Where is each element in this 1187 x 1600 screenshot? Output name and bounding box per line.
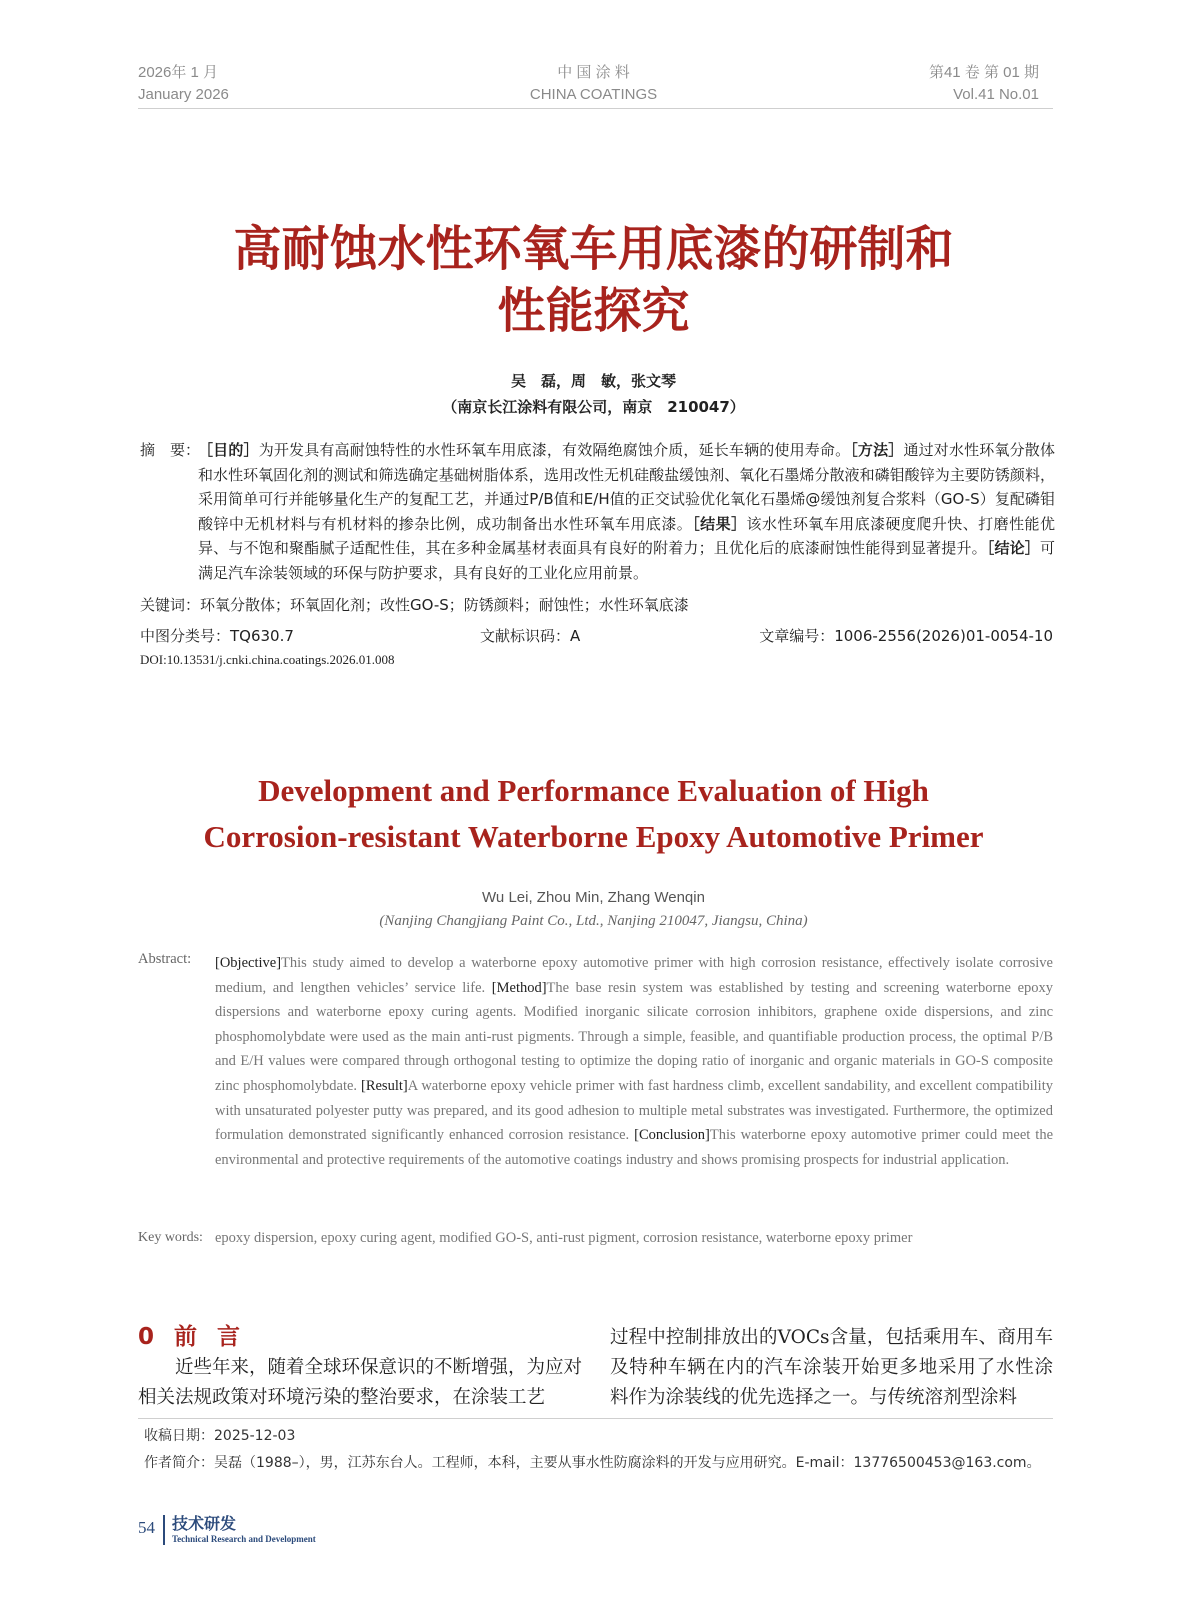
en-title [0,768,1187,860]
cn-affiliation: （南京长江涂料有限公司，南京 210047） [442,398,745,416]
doi: DOI:10.13531/j.cnki.china.coatings.2026.01.008 [140,652,395,667]
header-journal-cn: 中 国 涂 料 [557,64,630,81]
cn-abs-result-label: ［结果］ [692,514,747,533]
page-number: 54 [138,1518,155,1537]
cn-abs-method: 通过对水性环氧分散体和水性环氧固化剂的测试和筛选确定基础树脂体系，选用改性无机硅酸盐缓蚀剂、氧化石墨烯分散液和磷钼酸锌为主要防锈颜料，采用简单可行并能够量化生产的复配工艺，并通过P/B值和E/H值的正交试验优化氧化石墨烯@缓蚀剂复合浆料（GO-S）复配磷钼酸锌中无机材料与有机材料的掺杂比例，成功制备出水性环氧车用底漆。 [198,441,1055,533]
footnote-author-bio: 作者简介：吴磊（1988–），男，江苏东台人。工程师，本科，主要从事水性防腐涂料的开发与应用研究。E-mail：13776500453@163.com。 [144,1455,1041,1471]
body-column-right: 过程中控制排放出的VOCs含量，包括乘用车、商用车及特种车辆在内的汽车涂装开始更多地采用了水性涂料作为涂装线的优先选择之一。与传统溶剂型涂料 [610,1327,1053,1408]
en-abs-result: A waterborne epoxy vehicle primer with fast hardness climb, excellent sandability, and excellent compatibility with unsaturated polyester putty was prepared, and its good adhesion to multiple metal substrates was investigated. Furthermore, the optimized formulation demonstrated significantly enhanced corrosion resistance. [215,1077,1053,1144]
cn-abs-conclusion-label: ［结论］ [986,539,1040,557]
en-abs-result-label: [Result] [361,1077,408,1094]
footnote-divider [138,1418,1053,1419]
cn-abs-objective-label: ［目的］ [198,441,259,459]
section-title-introduction: 0 前 言 [138,1324,247,1350]
footer-bar [163,1515,165,1545]
footer-column-en: Technical Research and Development [172,1534,316,1544]
en-authors: Wu Lei, Zhou Min, Zhang Wenqin [482,889,705,906]
header-date-en: January 2026 [138,86,229,103]
en-abs-method: The base resin system was established by testing and screening waterborne epoxy dispersions and waterborne epoxy curing agents. Modified inorganic silicate corrosion inhibitors, graphene oxide dispersions, and zinc phosphomolybdate were used as the main anti-rust pigments. Through a simple, feasible, and quantifiable production process, the optimal P/B and E/H values were compared through orthogonal testing to optimize the doping ratio of inorganic and organic materials in GO-S composite zinc phosphomolybdate. [215,979,1054,1094]
en-keywords: epoxy dispersion, epoxy curing agent, modified GO-S, anti-rust pigment, corrosion resistance, waterborne epoxy primer [215,1230,913,1246]
header-volume [929,62,1039,106]
en-affiliation: (Nanjing Changjiang Paint Co., Ltd., Nanjing 210047, Jiangsu, China) [379,913,808,929]
cn-title [0,218,1187,342]
en-abs-conclusion-label: [Conclusion] [634,1127,710,1144]
cn-abstract-body [198,438,1055,585]
cn-abstract-label: 摘 要： [140,441,201,459]
body-column-left: 近些年来，随着全球环保意识的不断增强，为应对相关法规政策对环境污染的整治要求，在涂装工艺 [138,1357,583,1408]
footer-column-cn: 技术研发 [172,1514,237,1533]
cn-doc-code: 文献标识码：A [480,627,581,645]
footnote-received-date: 收稿日期：2025-12-03 [144,1428,296,1444]
cn-abs-result: 该水性环氧车用底漆硬度爬升快、打磨性能优异、与不饱和聚酯腻子适配性佳，其在多种金属基材表面具有良好的附着力；且优化后的底漆耐蚀性能得到显著提升。 [198,514,1055,557]
header-volume-en: Vol.41 No.01 [953,86,1039,103]
cn-abs-objective: 为开发具有高耐蚀特性的水性环氧车用底漆，有效隔绝腐蚀介质，延长车辆的使用寿命。 [258,441,851,459]
cn-abs-conclusion: 可满足汽车涂装领域的环保与防护要求，具有良好的工业化应用前景。 [198,539,1055,582]
en-title-line1: Development and Performance Evaluation of High [258,773,929,808]
en-title-line2: Corrosion-resistant Waterborne Epoxy Automotive Primer [203,819,984,854]
header-divider [138,108,1053,109]
header-date-cn: 2026年 1 月 [138,64,219,81]
header-volume-cn: 第41 卷 第 01 期 [928,64,1039,81]
cn-article-number: 文章编号：1006-2556(2026)01-0054-10 [759,627,1053,645]
en-abs-conclusion: This waterborne epoxy automotive primer could meet the environmental and protective requirements of the automotive coatings industry and shows promising prospects for industrial application. [215,1127,1054,1168]
cn-title-line2: 性能探究 [497,283,690,339]
cn-abs-method-label: ［方法］ [850,441,904,459]
en-keywords-label: Key words: [138,1230,203,1245]
cn-clc: 中图分类号：TQ630.7 [140,627,294,645]
header-journal-en: CHINA COATINGS [529,86,658,103]
en-abs-objective: This study aimed to develop a waterborne epoxy automotive primer with high corrosion resistance, effectively isolate corrosive medium, and lengthen vehicles’ service life. [215,955,1053,996]
en-abstract [215,951,1053,1172]
cn-authors: 吴 磊，周 敏，张文琴 [510,372,676,390]
en-abs-objective-label: [Objective] [215,955,282,971]
cn-title-line1: 高耐蚀水性环氧车用底漆的研制和 [233,221,954,277]
cn-abstract [140,438,1055,585]
en-abstract-label: Abstract: [138,951,192,967]
en-abs-method-label: [Method] [491,979,547,996]
cn-keywords: 关键词：环氧分散体；环氧固化剂；改性GO-S；防锈颜料；耐蚀性；水性环氧底漆 [140,596,689,614]
